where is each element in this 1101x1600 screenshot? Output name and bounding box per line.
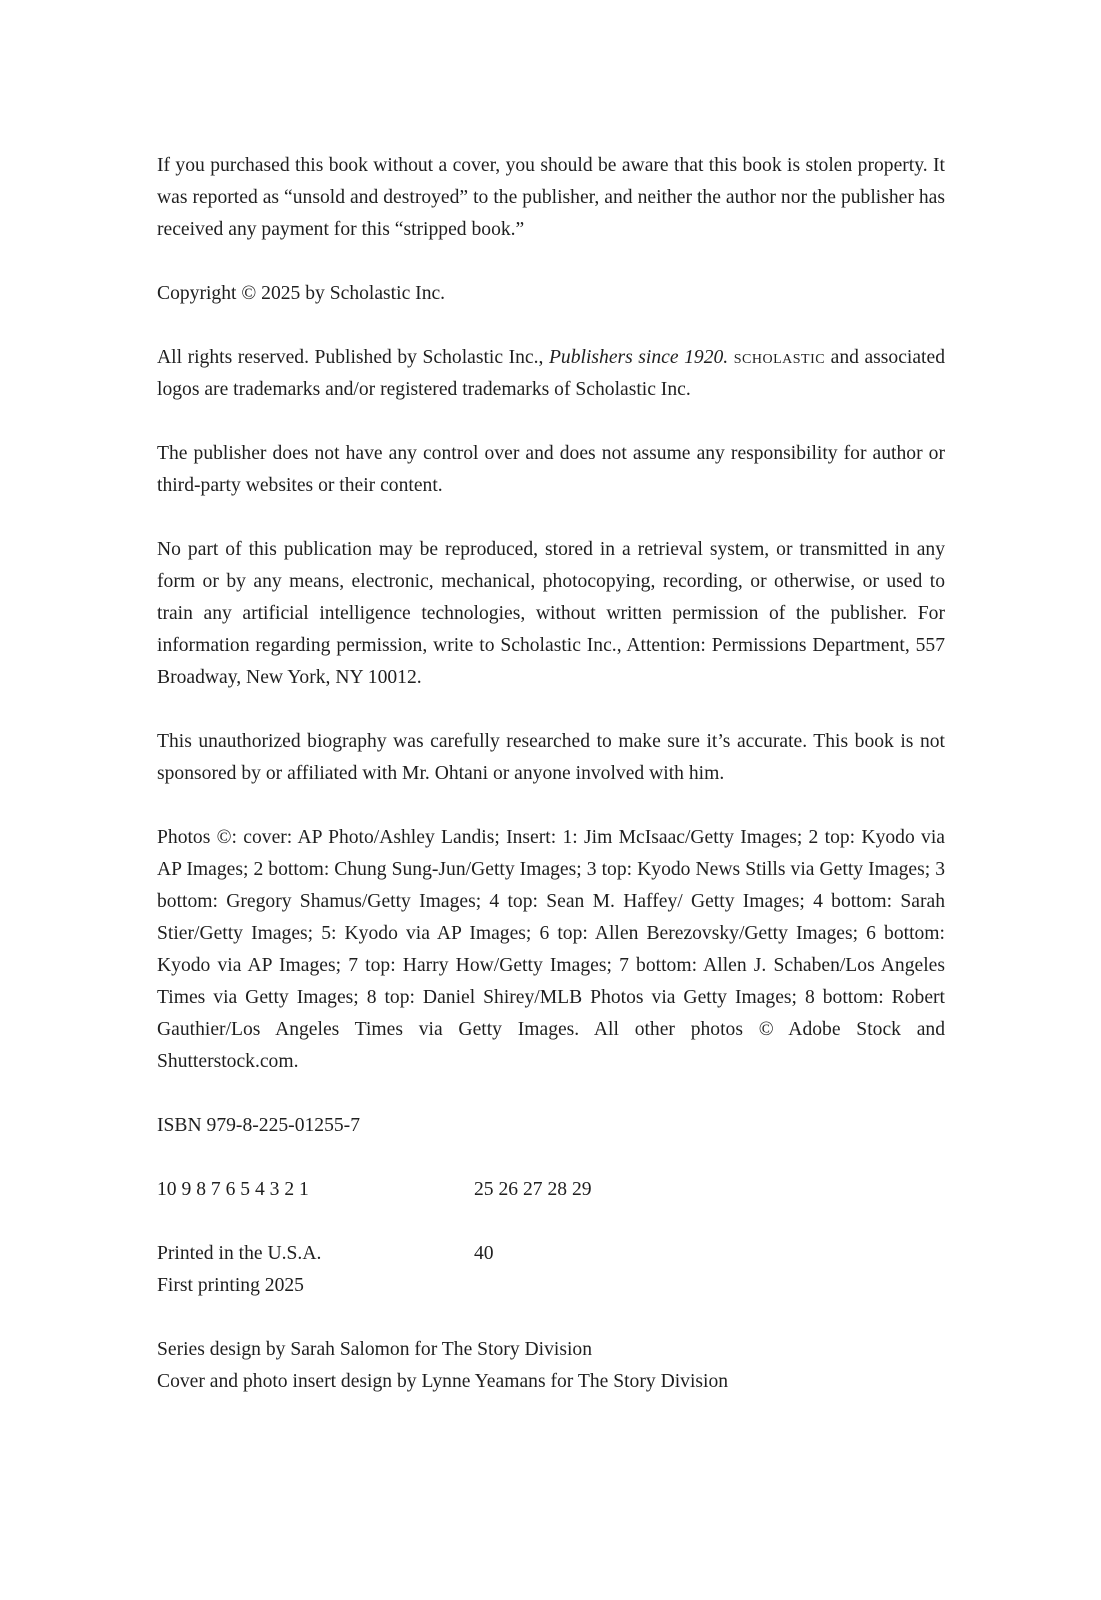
- cover-design-credit: Cover and photo insert design by Lynne Yeamans for The Story Division: [157, 1371, 729, 1392]
- reproduction-notice: No part of this publication may be reproduced, stored in a retrieval system, or transmitted in any form or by any means, electronic, mechanical, photocopying, recording, or otherwise, or used to train any artificial intelligence technologies, without written permission of the publisher. For information regarding permission, write to Scholastic Inc., Attention: Permissions Department, 557 Broadway, New York, NY 10012.: [157, 539, 945, 688]
- year-line: 25 26 27 28 29: [474, 1179, 592, 1200]
- printing-info: [157, 1238, 945, 1302]
- design-credits: [157, 1334, 945, 1398]
- first-printing: First printing 2025: [157, 1275, 304, 1296]
- rights-reserved-paragraph: [157, 342, 945, 406]
- stolen-book-notice: If you purchased this book without a cover, you should be aware that this book is stolen property. It was reported as “unsold and destroyed” to the publisher, and neither the author nor the publisher has received any payment for this “stripped book.”: [157, 155, 945, 240]
- biography-disclaimer: This unauthorized biography was carefully researched to make sure it’s accurate. This book is not sponsored by or affiliated with Mr. Ohtani or anyone involved with him.: [157, 731, 945, 784]
- printing-numbers-row: [157, 1174, 945, 1206]
- copyright-line: Copyright © 2025 by Scholastic Inc.: [157, 283, 446, 304]
- series-design-credit: Series design by Sarah Salomon for The Story Division: [157, 1339, 593, 1360]
- rights-text-start: All rights reserved. Published by Scholastic Inc.,: [157, 347, 549, 368]
- printed-in: Printed in the U.S.A.: [157, 1243, 322, 1264]
- responsibility-disclaimer: The publisher does not have any control over and does not assume any responsibility for author or third-party websites or their content.: [157, 443, 945, 496]
- photo-credits: Photos ©: cover: AP Photo/Ashley Landis; Insert: 1: Jim McIsaac/Getty Images; 2 top: Kyodo via AP Images; 2 bottom: Chung Sung-Jun/Getty Images; 3 top: Kyodo News Stills via Getty Images; 3 bottom: Gregory Shamus/Getty Images; 4 top: Sean M. Haffey/ Getty Images; 4 bottom: Sarah Stier/Getty Images; 5: Kyodo via AP Images; 6 top: Allen Berezovsky/Getty Images; 6 bottom: Kyodo via AP Images; 7 top: Harry How/Getty Images; 7 bottom: Allen J. Schaben/Los Angeles Times via Getty Images; 8 top: Daniel Shirey/MLB Photos via Getty Images; 8 bottom: Robert Gauthier/Los Angeles Times via Getty Images. All other photos © Adobe Stock and Shutterstock.com.: [157, 827, 945, 1072]
- scholastic-brand: scholastic: [733, 347, 826, 368]
- rights-text-end: and associated logos are trademarks and/or registered trademarks of Scholastic Inc.: [157, 347, 945, 400]
- copyright-page: [157, 150, 945, 1398]
- isbn: ISBN 979-8-225-01255-7: [157, 1115, 360, 1136]
- printer-code: 40: [474, 1243, 494, 1264]
- publisher-tagline: Publishers since 1920.: [548, 347, 729, 368]
- printing-line: 10 9 8 7 6 5 4 3 2 1: [157, 1179, 309, 1200]
